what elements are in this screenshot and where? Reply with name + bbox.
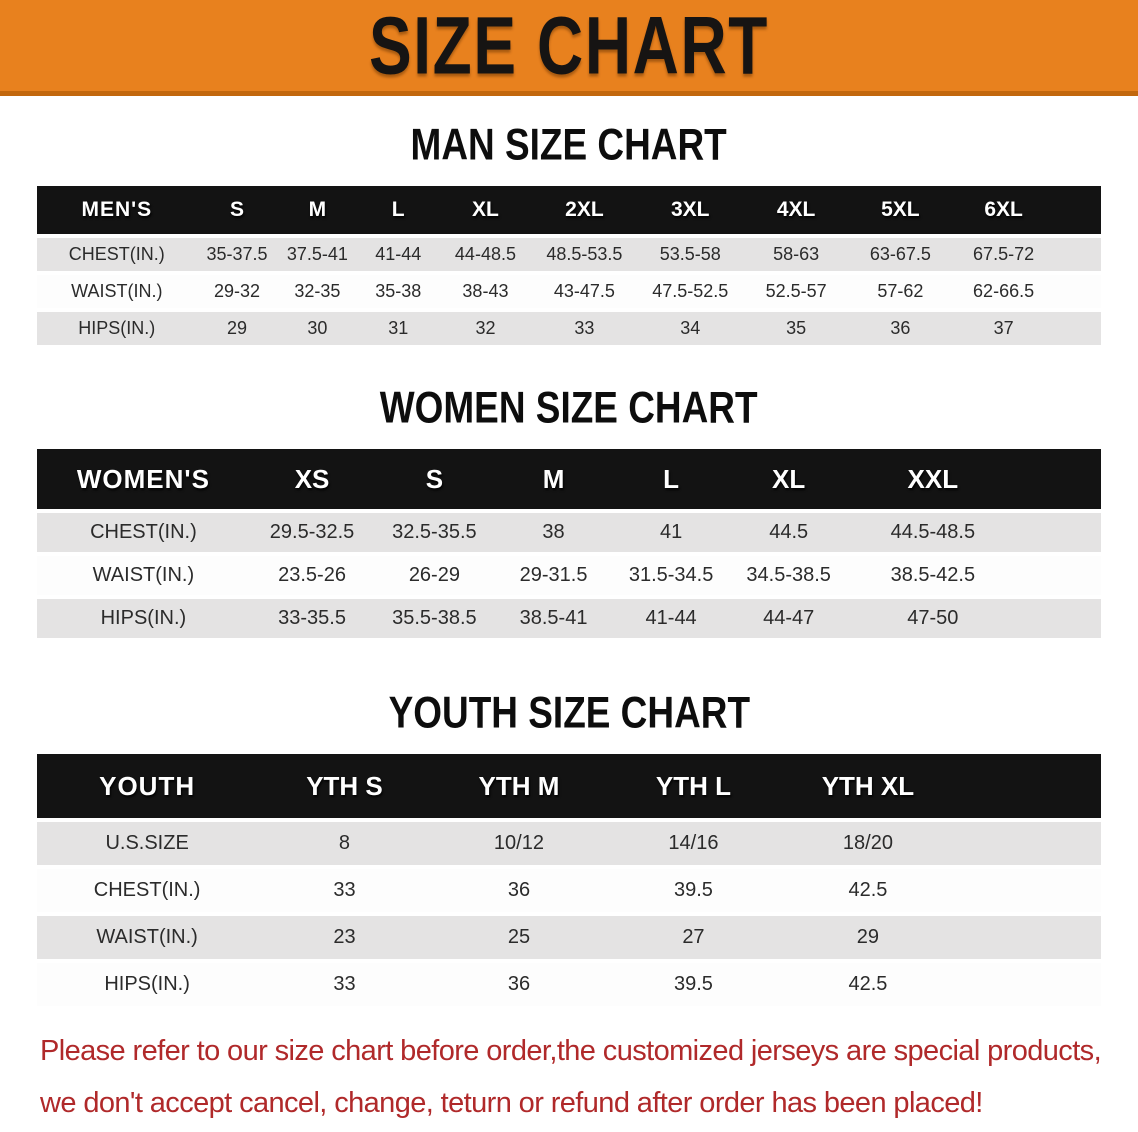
table-cell: 8 (338, 832, 351, 854)
column-header: XS (294, 463, 330, 494)
table-cell: 31 (388, 318, 409, 338)
row-label: WAIST(IN.) (71, 281, 163, 301)
column-header: L (391, 198, 405, 221)
cell-filler (1055, 238, 1101, 271)
table-cell: 29 (227, 318, 248, 338)
table-cell: 44.5 (769, 521, 809, 543)
table-cell: 36 (507, 973, 531, 995)
table-row (37, 822, 1101, 865)
page-title: SIZE CHART (369, 0, 769, 91)
column-header: YTH M (478, 770, 560, 801)
youth-size-table (37, 750, 1101, 1010)
table-cell: 32 (475, 318, 496, 338)
table-cell: 47.5-52.5 (652, 281, 729, 301)
table-cell: 36 (890, 318, 911, 338)
table-cell: 38-43 (462, 281, 509, 301)
table-cell: 34.5-38.5 (746, 564, 831, 586)
table-cell: 41-44 (375, 244, 422, 264)
men-size-table (37, 182, 1101, 349)
table-cell: 37.5-41 (286, 244, 348, 264)
column-header: YTH XL (821, 770, 915, 801)
table-cell: 30 (307, 318, 328, 338)
disclaimer (40, 1026, 1138, 1129)
column-header: YTH L (655, 770, 731, 801)
table-cell: 33 (333, 879, 356, 901)
row-label: WAIST(IN.) (92, 564, 195, 586)
table-cell: 18/20 (842, 832, 893, 854)
column-header: YTH S (306, 770, 383, 801)
column-header: 5XL (881, 198, 920, 221)
table-cell: 39.5 (673, 973, 713, 995)
row-label: HIPS(IN.) (78, 318, 156, 338)
table-cell: 32-35 (294, 281, 341, 301)
table-cell: 62-66.5 (973, 281, 1035, 301)
table-cell: 38.5-41 (519, 607, 588, 629)
table-cell: 14/16 (668, 832, 719, 854)
table-cell: 23 (333, 926, 356, 948)
table-cell: 41 (659, 521, 683, 543)
table-header-row (37, 449, 1101, 509)
women-size-table-wrap (37, 445, 1101, 642)
table-cell: 36 (507, 879, 531, 901)
table-row (37, 275, 1101, 308)
cell-filler (955, 869, 1101, 912)
men-size-table-wrap (37, 182, 1101, 349)
table-header-row (37, 186, 1101, 234)
row-label: CHEST(IN.) (68, 244, 165, 264)
table-cell: 35.5-38.5 (392, 607, 477, 629)
column-header: 4XL (776, 198, 816, 221)
table-cell: 29 (856, 926, 880, 948)
column-header: S (230, 198, 245, 221)
cell-filler (1018, 599, 1101, 638)
table-cell: 29-31.5 (519, 564, 588, 586)
size-chart-banner (0, 0, 1138, 96)
row-label: HIPS(IN.) (104, 973, 190, 995)
table-cell: 38 (542, 521, 565, 543)
table-row (37, 916, 1101, 959)
table-cell: 44.5-48.5 (890, 521, 976, 543)
cell-filler (1055, 312, 1101, 345)
table-cell: 32.5-35.5 (392, 521, 477, 543)
section-heading-men (0, 119, 1138, 170)
table-cell: 57-62 (877, 281, 924, 301)
cell-filler (1018, 556, 1101, 595)
section-heading-women (0, 382, 1138, 433)
table-cell: 39.5 (673, 879, 713, 901)
table-cell: 23.5-26 (278, 564, 346, 586)
disclaimer-line-2: we don't accept cancel, change, teturn or refund after order has been placed! (40, 1086, 983, 1119)
row-label: WAIST(IN.) (96, 926, 198, 948)
table-cell: 38.5-42.5 (890, 564, 976, 586)
table-cell: 34 (680, 318, 701, 338)
table-cell: 53.5-58 (659, 244, 721, 264)
cell-filler (955, 963, 1101, 1006)
cell-filler (955, 916, 1101, 959)
table-cell: 33 (574, 318, 595, 338)
section-heading-men-text: MAN SIZE CHART (410, 119, 728, 170)
table-cell: 43-47.5 (553, 281, 615, 301)
youth-size-table-wrap (37, 750, 1101, 1010)
disclaimer-line-1: Please refer to our size chart before order,the customized jerseys are special products, (40, 1035, 1102, 1067)
table-cell: 47-50 (907, 607, 959, 629)
table-row (37, 599, 1101, 638)
section-heading-women-text: WOMEN SIZE CHART (380, 382, 758, 433)
table-cell: 67.5-72 (973, 244, 1035, 264)
header-filler (955, 754, 1101, 818)
table-cell: 29-32 (214, 281, 261, 301)
header-filler (1018, 449, 1101, 509)
row-label: HIPS(IN.) (100, 607, 187, 629)
table-cell: 29.5-32.5 (269, 521, 355, 543)
table-row (37, 556, 1101, 595)
table-cell: 37 (993, 318, 1014, 338)
table-cell: 42.5 (848, 973, 888, 995)
column-header: L (663, 463, 680, 494)
table-row (37, 963, 1101, 1006)
table-cell: 63-67.5 (869, 244, 931, 264)
column-header: XL (772, 463, 806, 494)
table-cell: 31.5-34.5 (628, 564, 714, 586)
table-cell: 10/12 (493, 832, 544, 854)
table-cell: 52.5-57 (765, 281, 827, 301)
table-cell: 42.5 (848, 879, 888, 901)
column-header: 6XL (984, 198, 1023, 221)
table-header-row (37, 754, 1101, 818)
table-cell: 58-63 (773, 244, 820, 264)
table-cell: 33 (333, 973, 356, 995)
table-cell: 44-47 (763, 607, 815, 629)
table-cell: 48.5-53.5 (546, 244, 623, 264)
table-corner-label: YOUTH (99, 770, 196, 801)
table-corner-label: WOMEN'S (76, 463, 210, 494)
column-header: XXL (907, 463, 959, 494)
cell-filler (955, 822, 1101, 865)
table-cell: 35-38 (375, 281, 422, 301)
table-cell: 33-35.5 (278, 607, 346, 629)
row-label: CHEST(IN.) (93, 879, 201, 901)
table-cell: 41-44 (645, 607, 697, 629)
table-cell: 35-37.5 (206, 244, 268, 264)
column-header: 3XL (671, 198, 710, 221)
column-header: M (308, 198, 327, 221)
table-cell: 25 (507, 926, 531, 948)
table-row (37, 238, 1101, 271)
table-row (37, 312, 1101, 345)
women-size-table (37, 445, 1101, 642)
cell-filler (1018, 513, 1101, 552)
header-filler (1055, 186, 1101, 234)
section-heading-youth-text: YOUTH SIZE CHART (388, 687, 750, 738)
row-label: U.S.SIZE (105, 832, 189, 854)
table-cell: 44-48.5 (454, 244, 516, 264)
column-header: 2XL (565, 198, 604, 221)
cell-filler (1055, 275, 1101, 308)
table-row (37, 869, 1101, 912)
table-cell: 26-29 (408, 564, 460, 586)
row-label: CHEST(IN.) (90, 521, 197, 543)
table-cell: 35 (786, 318, 807, 338)
table-row (37, 513, 1101, 552)
table-corner-label: MEN'S (81, 198, 153, 221)
column-header: XL (472, 198, 499, 221)
table-cell: 27 (682, 926, 705, 948)
column-header: S (425, 463, 444, 494)
section-heading-youth (0, 687, 1138, 738)
column-header: M (542, 463, 565, 494)
